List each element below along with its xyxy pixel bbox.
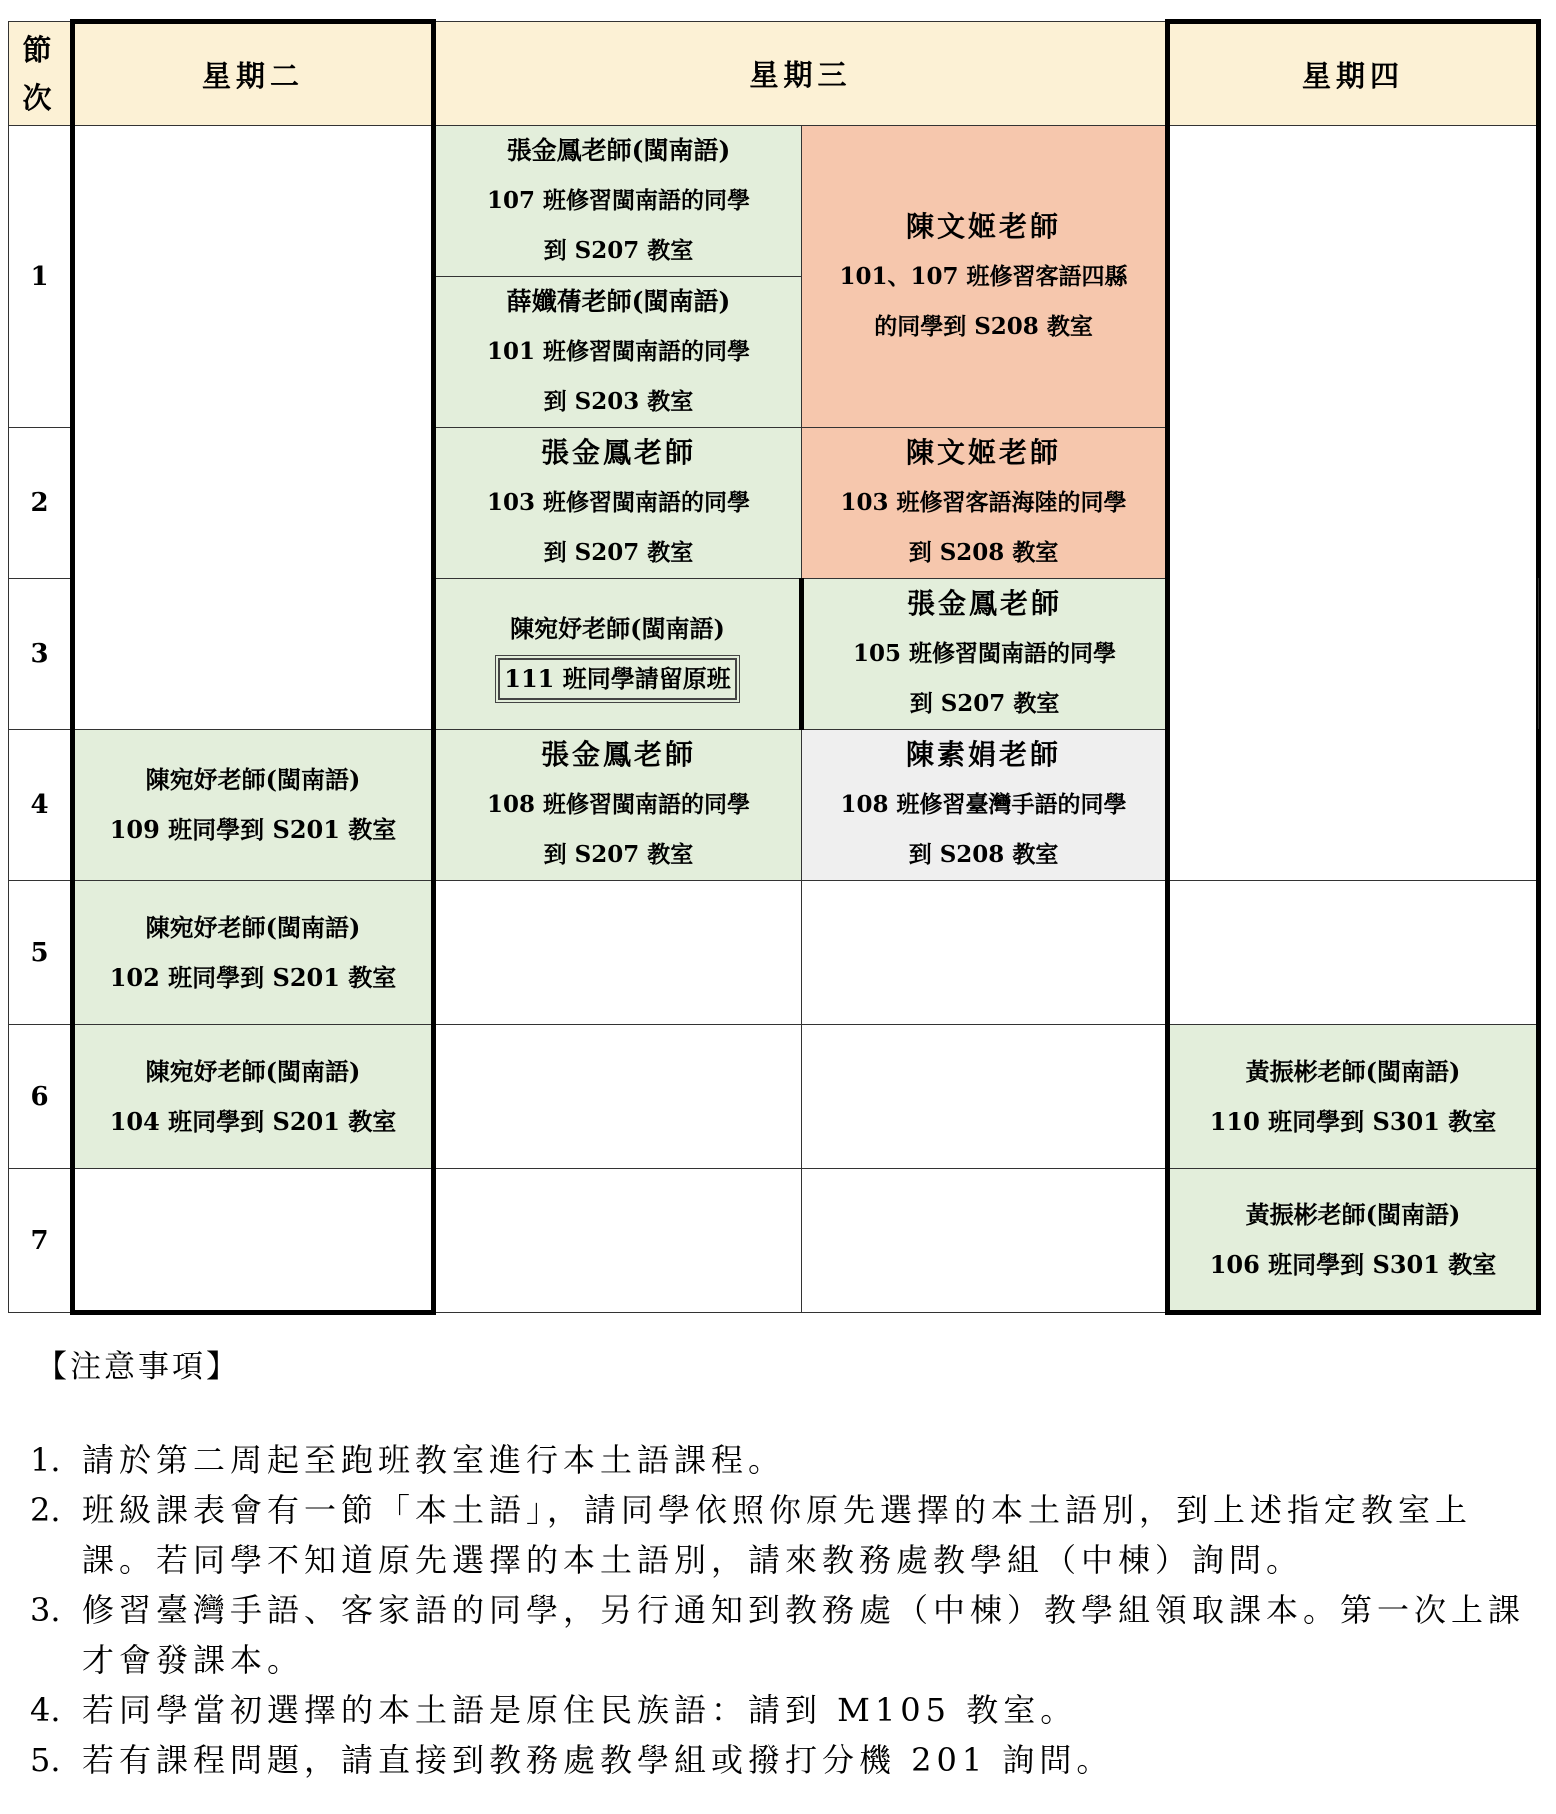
empty-cell [1168, 126, 1539, 881]
teacher-name: 陳素娟老師 [906, 738, 1062, 771]
teacher-name: 陳宛妤老師(閩南語) [510, 614, 725, 643]
empty-cell [1168, 881, 1539, 1025]
class-cell-p7-thu [1168, 1169, 1539, 1313]
room-info: 到 S203 教室 [543, 388, 694, 415]
class-info: 101、107 班修習客語四縣 [839, 262, 1128, 290]
teacher-name: 陳宛妤老師(閩南語) [145, 912, 361, 942]
header-thursday: 星期四 [1168, 22, 1539, 126]
schedule-table [8, 19, 1539, 1315]
list-item [30, 1485, 1530, 1585]
teacher-name: 陳文姬老師 [906, 436, 1062, 469]
table-row [9, 1169, 1539, 1313]
period-cell: 6 [9, 1025, 73, 1169]
period-cell: 7 [9, 1169, 73, 1313]
class-cell-p4-wed-sign [802, 730, 1168, 881]
teacher-name: 張金鳳老師 [540, 738, 696, 771]
empty-cell [73, 126, 434, 730]
room-info: 到 S207 教室 [543, 539, 694, 566]
class-cell-p2-wed-minnan [434, 428, 802, 579]
header-tuesday: 星期二 [73, 22, 434, 126]
class-info: 105 班修習閩南語的同學 [852, 640, 1117, 667]
list-text: 若同學當初選擇的本土語是原住民族語：請到 M105 教室。 [82, 1691, 1078, 1729]
list-item [30, 1735, 1530, 1785]
class-info: 108 班修習臺灣手語的同學 [840, 791, 1127, 818]
class-info: 109 班同學到 S201 教室 [109, 815, 397, 844]
empty-cell [434, 881, 802, 1025]
teacher-name: 張金鳳老師(閩南語) [506, 136, 731, 165]
notes-title: 【注意事項】 [36, 1349, 240, 1385]
list-item [30, 1435, 1530, 1485]
list-number: 3. [30, 1591, 61, 1629]
empty-cell [802, 1025, 1168, 1169]
teacher-name: 黃振彬老師(閩南語) [1245, 1199, 1461, 1229]
empty-cell [434, 1169, 802, 1313]
class-cell-p6-thu [1168, 1025, 1539, 1169]
teacher-name: 陳宛妤老師(閩南語) [145, 1056, 361, 1086]
class-info: 108 班修習閩南語的同學 [486, 791, 751, 818]
list-number: 4. [30, 1691, 61, 1729]
header-row [9, 22, 1539, 126]
list-number: 2. [30, 1491, 61, 1529]
period-cell: 5 [9, 881, 73, 1025]
class-cell-p1-wed-a [434, 126, 802, 277]
class-cell-p1-wed-hakka [802, 126, 1168, 428]
class-cell-p3-wed-minnan [802, 579, 1168, 730]
class-cell-p4-tue [73, 730, 434, 881]
class-cell-p1-wed-b [434, 277, 802, 428]
notes-list [30, 1435, 1530, 1785]
teacher-name: 陳文姬老師 [906, 209, 1062, 243]
class-cell-p5-tue [73, 881, 434, 1025]
room-info: 到 S207 教室 [543, 841, 694, 868]
class-info: 102 班同學到 S201 教室 [109, 962, 397, 992]
header-period [9, 22, 73, 126]
teacher-name: 陳宛妤老師(閩南語) [145, 765, 361, 794]
header-wednesday: 星期三 [434, 22, 1168, 126]
list-text: 若有課程問題，請直接到教務處教學組或撥打分機 201 詢問。 [82, 1741, 1114, 1779]
room-info: 到 S208 教室 [908, 539, 1059, 566]
empty-cell [802, 1169, 1168, 1313]
period-cell: 1 [9, 126, 73, 428]
class-cell-p3-tue [434, 579, 802, 730]
teacher-name: 張金鳳老師 [540, 436, 696, 469]
table-row [9, 126, 1539, 277]
empty-cell [73, 1169, 434, 1313]
period-cell: 4 [9, 730, 73, 881]
class-cell-p4-wed-minnan [434, 730, 802, 881]
room-info: 到 S207 教室 [909, 690, 1060, 717]
class-cell-p2-wed-hakka [802, 428, 1168, 579]
table-row [9, 881, 1539, 1025]
empty-cell [434, 1025, 802, 1169]
class-info: 107 班修習閩南語的同學 [486, 187, 751, 214]
header-period-label: 節次 [22, 32, 57, 115]
table-row [9, 1025, 1539, 1169]
teacher-name: 薛孅蒨老師(閩南語) [506, 287, 731, 316]
teacher-name: 張金鳳老師 [907, 587, 1063, 620]
period-cell: 2 [9, 428, 73, 579]
period-cell: 3 [9, 579, 73, 730]
class-info: 106 班同學到 S301 教室 [1209, 1249, 1497, 1279]
class-info: 101 班修習閩南語的同學 [486, 338, 751, 365]
list-item [30, 1685, 1530, 1735]
room-info: 到 S208 教室 [908, 841, 1059, 868]
class-info: 103 班修習客語海陸的同學 [840, 489, 1127, 516]
room-info: 的同學到 S208 教室 [874, 312, 1093, 340]
list-text: 修習臺灣手語、客家語的同學，另行通知到教務處（中棟）教學組領取課本。第一次上課才會發課本。 [82, 1591, 1526, 1679]
class-cell-p6-tue [73, 1025, 434, 1169]
class-info: 104 班同學到 S201 教室 [109, 1106, 397, 1136]
list-text: 請於第二周起至跑班教室進行本土語課程。 [82, 1441, 786, 1479]
empty-cell [802, 881, 1168, 1025]
list-item [30, 1585, 1530, 1685]
notes-section [30, 1345, 1530, 1785]
stay-in-class-notice: 111 班同學請留原班 [498, 658, 736, 700]
room-info: 到 S207 教室 [543, 237, 694, 264]
list-number: 5. [30, 1741, 61, 1779]
class-info: 103 班修習閩南語的同學 [486, 489, 751, 516]
teacher-name: 黃振彬老師(閩南語) [1245, 1056, 1461, 1086]
list-number: 1. [30, 1441, 61, 1479]
list-text: 班級課表會有一節「本土語」，請同學依照你原先選擇的本土語別，到上述指定教室上課。若同學不知道原先選擇的本土語別，請來教務處教學組（中棟）詢問。 [82, 1491, 1473, 1579]
class-info: 110 班同學到 S301 教室 [1209, 1106, 1497, 1136]
